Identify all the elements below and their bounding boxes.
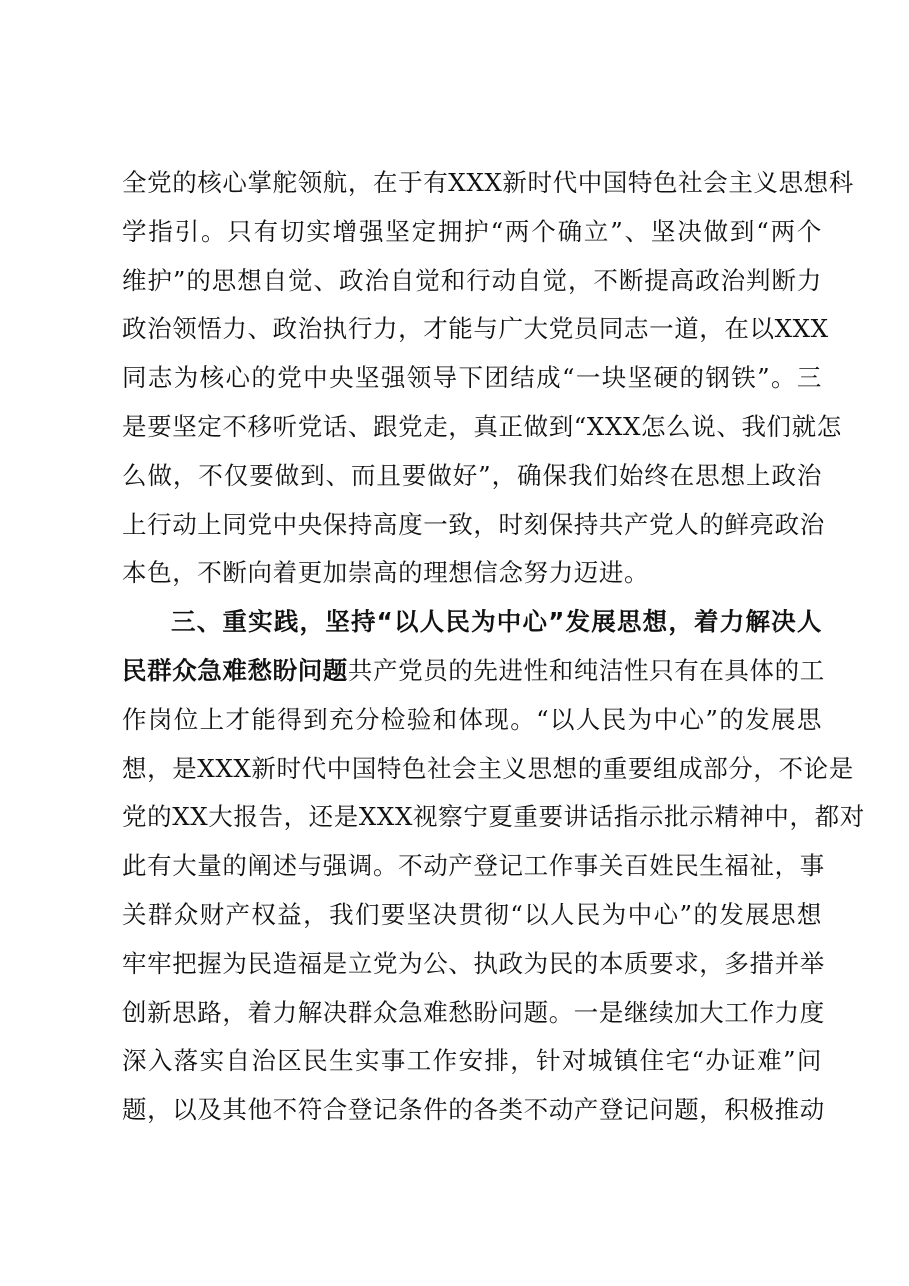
text-line: 关群众财产权益，我们要坚决贯彻“以人民为中心”的发展思想 xyxy=(122,899,822,929)
section-heading-line: 三、重实践，坚持“以人民为中心”发展思想，着力解决人 xyxy=(171,607,822,637)
section-3-paragraph xyxy=(122,598,865,1135)
section-heading-continuation: 民群众急难愁盼问题 xyxy=(122,655,348,685)
text-line: 维护”的思想自觉、政治自觉和行动自觉，不断提高政治判断力 xyxy=(122,265,822,295)
text-line: 深入落实自治区民生实事工作安排，针对城镇住宅“办证难”问 xyxy=(122,1046,822,1076)
text-line: 题，以及其他不符合登记条件的各类不动产登记问题，积极推动 xyxy=(122,1095,825,1125)
text-line: 同志为核心的党中央坚强领导下团结成“一块坚硬的钢铁”。三 xyxy=(122,363,822,393)
body-text-continuation: 共产党员的先进性和纯洁性只有在具体的工 xyxy=(347,655,825,685)
text-line: 全党的核心掌舵领航，在于有XXX新时代中国特色社会主义思想科 xyxy=(122,168,854,197)
text-line: 党的XX大报告，还是XXX视察宁夏重要讲话指示批示精神中，都对 xyxy=(122,802,865,832)
paragraph-1 xyxy=(122,159,854,598)
text-line: 本色，不断向着更加崇高的理想信念努力迈进。 xyxy=(122,558,650,588)
text-line: 想，是XXX新时代中国特色社会主义思想的重要组成部分，不论是 xyxy=(122,753,854,783)
text-line xyxy=(122,647,825,696)
text-line: 学指引。只有切实增强坚定拥护“两个确立”、坚决做到“两个 xyxy=(122,216,822,246)
document-body xyxy=(122,159,865,1135)
text-line: 作岗位上才能得到充分检验和体现。“以人民为中心”的发展思 xyxy=(122,704,822,734)
text-line: 此有大量的阐述与强调。不动产登记工作事关百姓民生福祉，事 xyxy=(122,851,825,881)
text-line: 创新思路，着力解决群众急难愁盼问题。一是继续加大工作力度 xyxy=(122,997,825,1027)
text-line: 政治领悟力、政治执行力，才能与广大党员同志一道，在以XXX xyxy=(122,314,829,344)
text-line: 上行动上同党中央保持高度一致，时刻保持共产党人的鲜亮政治 xyxy=(122,509,825,539)
text-line: 牢牢把握为民造福是立党为公、执政为民的本质要求，多措并举 xyxy=(122,948,825,978)
text-line: 是要坚定不移听党话、跟党走，真正做到“XXX怎么说、我们就怎 xyxy=(122,411,842,441)
text-line: 么做，不仅要做到、而且要做好”，确保我们始终在思想上政治 xyxy=(122,460,822,490)
